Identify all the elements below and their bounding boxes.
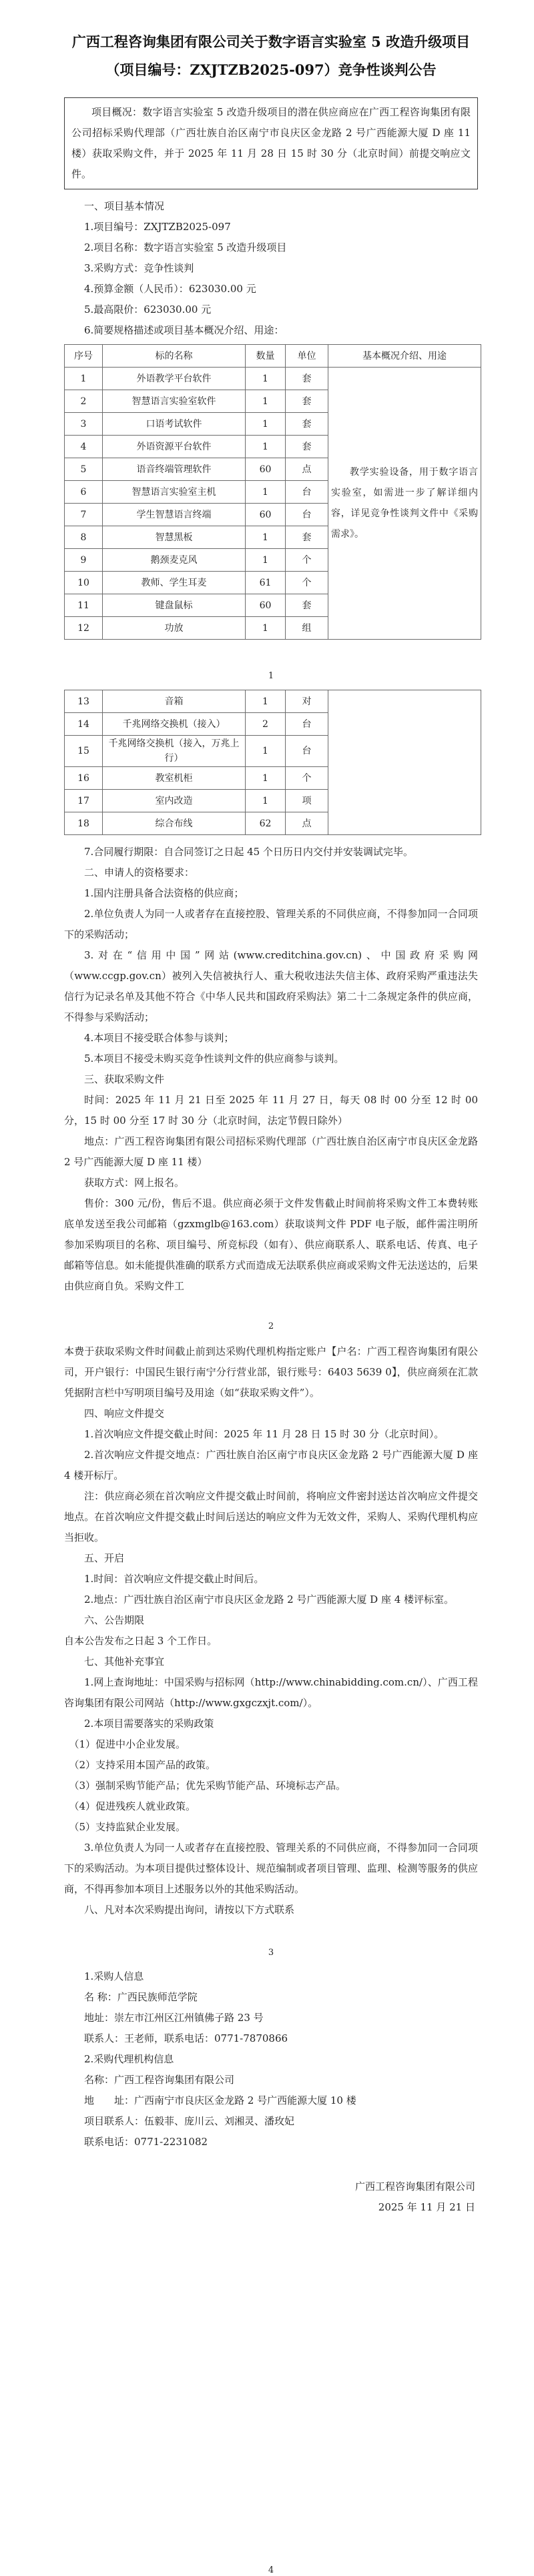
table-cell: 5 <box>65 458 103 481</box>
table-cell: 个 <box>286 767 328 790</box>
section-submission-and-policies <box>64 1341 478 1920</box>
paragraph: 6.简要规格描述或项目基本概况介绍、用途： <box>84 324 284 336</box>
table-cell: 学生智慧语言终端 <box>103 504 246 526</box>
document-title <box>64 28 478 84</box>
paragraph: 五、开启 <box>84 1552 125 1564</box>
page-number-2: 2 <box>268 1321 274 1331</box>
table-cell: 1 <box>246 736 286 767</box>
table-header-cell: 数量 <box>246 345 286 368</box>
paragraph: 1.首次响应文件提交截止时间：2025 年 11 月 28 日 15 时 30 分（北京时间）。 <box>84 1428 445 1440</box>
table-cell: 语音终端管理软件 <box>103 458 246 481</box>
table-cell: 点 <box>286 812 328 835</box>
paragraph: 2.本项目需要落实的采购政策 <box>84 1718 214 1730</box>
table-cell: 1 <box>246 526 286 549</box>
table-cell: 61 <box>246 572 286 594</box>
table-cell: 17 <box>65 790 103 812</box>
table-cell: 60 <box>246 594 286 617</box>
table-cell: 个 <box>286 549 328 572</box>
table-cell: 个 <box>286 572 328 594</box>
paragraph: 四、响应文件提交 <box>84 1407 165 1419</box>
table-merged-empty-cell <box>328 690 481 835</box>
paragraph: 5.本项目不接受未购买竞争性谈判文件的供应商参与谈判。 <box>84 1053 344 1065</box>
paragraph: （5）支持监狱企业发展。 <box>69 1821 186 1833</box>
table-cell: 项 <box>286 790 328 812</box>
section-project-basic-info <box>64 196 478 341</box>
table-cell: 6 <box>65 481 103 504</box>
table-cell: 2 <box>246 713 286 736</box>
procurement-items-table-part1 <box>64 344 481 640</box>
paragraph: 名 称：广西民族师范学院 <box>84 1991 198 2003</box>
paragraph: 一、项目基本情况 <box>84 200 165 212</box>
table-cell: 13 <box>65 690 103 713</box>
table-cell: 16 <box>65 767 103 790</box>
signature-org: 广西工程咨询集团有限公司 <box>354 2180 475 2192</box>
table-cell: 1 <box>246 790 286 812</box>
signature-block <box>64 2176 478 2218</box>
table-cell: 音箱 <box>103 690 246 713</box>
paragraph: 联系电话：0771-2231082 <box>84 2136 208 2148</box>
paragraph: 2.单位负责人为同一人或者存在直接控股、管理关系的不同供应商，不得参加同一合同项下的采购活动； <box>64 908 478 940</box>
table-cell: 综合布线 <box>103 812 246 835</box>
paragraph: 名称：广西工程咨询集团有限公司 <box>84 2074 235 2086</box>
paragraph: （1）促进中小企业发展。 <box>69 1738 186 1750</box>
table-cell: 台 <box>286 713 328 736</box>
table-cell: 鹅颈麦克风 <box>103 549 246 572</box>
page-number-1: 1 <box>268 671 274 681</box>
section-qualification-and-documents <box>64 842 478 1297</box>
table-cell: 62 <box>246 812 286 835</box>
table-cell: 60 <box>246 458 286 481</box>
table-cell: 7 <box>65 504 103 526</box>
table-cell: 功放 <box>103 617 246 640</box>
table-cell: 1 <box>65 368 103 390</box>
table-cell: 1 <box>246 617 286 640</box>
table-cell: 套 <box>286 436 328 458</box>
paragraph: 售价：300 元/份，售后不退。供应商必须于文件发售截止时间前将采购文件工本费转账底单发送至我公司邮箱（gzxmglb@163.com）获取谈判文件 PDF 电子版，邮件需注明所参加采购项目的名称、项目编号、所竞标段（如有）、供应商联系人、联系电话、传真、电子邮箱等信息。如未能提供准确的联系方式而造成无法联系供应商或采购文件无法送达的，后果由供应商自负。采购文件工 <box>64 1197 478 1292</box>
paragraph: 八、凡对本次采购提出询问，请按以下方式联系 <box>84 1904 295 1916</box>
table-cell: 外语教学平台软件 <box>103 368 246 390</box>
paragraph: 时间：2025 年 11 月 21 日至 2025 年 11 月 27 日，每天 08 时 00 分至 12 时 00 分，15 时 00 分至 17 时 30 分（北京时间，法定节假日除外） <box>64 1094 478 1127</box>
table-cell: 组 <box>286 617 328 640</box>
paragraph: 联系人：王老师，联系电话：0771-7870866 <box>84 2032 288 2044</box>
paragraph: 1.国内注册具备合法资格的供应商； <box>84 887 244 899</box>
table-cell: 外语资源平台软件 <box>103 436 246 458</box>
paragraph: 地址：崇左市江州区江州镇佛子路 23 号 <box>84 2012 264 2024</box>
table-cell: 套 <box>286 390 328 413</box>
table-cell: 智慧语言实验室软件 <box>103 390 246 413</box>
table-row <box>65 690 481 713</box>
table-header-row <box>65 345 481 368</box>
paragraph: 3.单位负责人为同一人或者存在直接控股、管理关系的不同供应商，不得参加同一合同项下的采购活动。为本项目提供过整体设计、规范编制或者项目管理、监理、检测等服务的供应商，不得再参加本项目上述服务以外的其他采购活动。 <box>64 1842 478 1895</box>
table-cell: 台 <box>286 481 328 504</box>
paragraph: 2.地点：广西壮族自治区南宁市良庆区金龙路 2 号广西能源大厦 D 座 4 楼评标室。 <box>84 1593 455 1605</box>
table-cell: 2 <box>65 390 103 413</box>
table-cell: 台 <box>286 504 328 526</box>
paragraph: 1.项目编号：ZXJTZB2025-097 <box>84 221 231 233</box>
table-cell: 1 <box>246 436 286 458</box>
paragraph: 自本公告发布之日起 3 个工作日。 <box>64 1635 218 1647</box>
table-header-cell: 序号 <box>65 345 103 368</box>
paragraph: 3.采购方式：竞争性谈判 <box>84 262 194 274</box>
paragraph: 1.网上查询地址：中国采购与招标网（http://www.chinabidding.com.cn/）、广西工程咨询集团有限公司网站（http://www.gxgczxjt.com/）。 <box>64 1676 478 1709</box>
table-cell: 18 <box>65 812 103 835</box>
table-cell: 对 <box>286 690 328 713</box>
table-cell: 智慧语言实验室主机 <box>103 481 246 504</box>
paragraph: 地点：广西工程咨询集团有限公司招标采购代理部（广西壮族自治区南宁市良庆区金龙路 2 号广西能源大厦 D 座 11 楼） <box>64 1135 478 1168</box>
paragraph: 3.对在“信用中国”网站(www.creditchina.gov.cn)、中国政府采购网（www.ccgp.gov.cn）被列入失信被执行人、重大税收违法失信主体、政府采购严重违法失信行为记录名单及其他不符合《中华人民共和国政府采购法》第二十二条规定条件的供应商，不得参与采购活动； <box>64 949 478 1023</box>
paragraph: 注：供应商必须在首次响应文件提交截止时间前，将响应文件密封送达首次响应文件提交地点。在首次响应文件提交截止时间后送达的响应文件为无效文件，采购人、采购代理机构应当拒收。 <box>64 1490 478 1543</box>
table-header-cell: 基本概况介绍、用途 <box>328 345 481 368</box>
table-cell: 1 <box>246 390 286 413</box>
table-cell: 8 <box>65 526 103 549</box>
table-cell: 点 <box>286 458 328 481</box>
table-cell: 3 <box>65 413 103 436</box>
table-cell: 60 <box>246 504 286 526</box>
section-contact-info <box>64 1966 478 2152</box>
table-merged-note-text: 教学实验设备，用于数字语言实验室，如需进一步了解详细内容，详见竞争性谈判文件中《采购需求》。 <box>331 466 478 540</box>
paragraph: 2.首次响应文件提交地点：广西壮族自治区南宁市良庆区金龙路 2 号广西能源大厦 D 座 4 楼开标厅。 <box>64 1449 478 1481</box>
document-title-line2: （项目编号：ZXJTZB2025-097）竞争性谈判公告 <box>105 61 437 78</box>
paragraph: 项目联系人：伍毅菲、庞川云、刘湘灵、潘玫妃 <box>84 2115 295 2127</box>
paragraph: 三、获取采购文件 <box>84 1073 165 1085</box>
table-cell: 千兆网络交换机（接入，万兆上行） <box>103 736 246 767</box>
table-cell: 智慧黑板 <box>103 526 246 549</box>
paragraph: 六、公告期限 <box>84 1614 145 1626</box>
project-overview-text: 项目概况：数字语言实验室 5 改造升级项目的潜在供应商应在广西工程咨询集团有限公司招标采购代理部（广西壮族自治区南宁市良庆区金龙路 2 号广西能源大厦 D 座 11 楼）获取采购文件，并于 2025 年 11 月 28 日 15 时 30 分（北京时间）前提交响应文件。 <box>71 106 471 180</box>
table-cell: 1 <box>246 767 286 790</box>
table-cell: 套 <box>286 526 328 549</box>
table-cell: 1 <box>246 690 286 713</box>
paragraph: 4.预算金额（人民币）：623030.00 元 <box>84 283 256 295</box>
table-cell: 11 <box>65 594 103 617</box>
table-header-cell: 单位 <box>286 345 328 368</box>
table-merged-note-cell <box>328 368 481 640</box>
table-cell: 套 <box>286 368 328 390</box>
table-cell: 台 <box>286 736 328 767</box>
paragraph: 地 址：广西南宁市良庆区金龙路 2 号广西能源大厦 10 楼 <box>84 2094 356 2106</box>
paragraph: 七、其他补充事宜 <box>84 1656 165 1668</box>
paragraph: 7.合同履行期限：自合同签订之日起 45 个日历日内交付并安装调试完毕。 <box>84 846 413 858</box>
table-cell: 1 <box>246 549 286 572</box>
paragraph: 2.项目名称：数字语言实验室 5 改造升级项目 <box>84 241 287 253</box>
table-header-cell: 标的名称 <box>103 345 246 368</box>
table-cell: 4 <box>65 436 103 458</box>
table-cell: 教师、学生耳麦 <box>103 572 246 594</box>
signature-date: 2025 年 11 月 21 日 <box>378 2201 475 2213</box>
page-number-3: 3 <box>268 1948 274 1958</box>
table-cell: 1 <box>246 481 286 504</box>
paragraph: 1.时间：首次响应文件提交截止时间后。 <box>84 1573 264 1585</box>
project-overview-box <box>64 97 478 189</box>
paragraph: 4.本项目不接受联合体参与谈判； <box>84 1032 234 1044</box>
procurement-items-table-part2 <box>64 690 481 835</box>
paragraph: 本费于获取采购文件时间截止前到达采购代理机构指定账户【户名：广西工程咨询集团有限公司，开户银行：中国民生银行南宁分行营业部，银行账号：6403 5639 0】，供应商须在汇款凭据附言栏中写明项目编号及用途（如“获取采购文件”）。 <box>64 1345 478 1399</box>
table-cell: 口语考试软件 <box>103 413 246 436</box>
paragraph: 1.采购人信息 <box>84 1970 144 1982</box>
paragraph: 二、申请人的资格要求： <box>84 866 195 878</box>
table-cell: 15 <box>65 736 103 767</box>
paragraph: 2.采购代理机构信息 <box>84 2053 174 2065</box>
table-cell: 千兆网络交换机（接入） <box>103 713 246 736</box>
table-cell: 套 <box>286 413 328 436</box>
table-cell: 9 <box>65 549 103 572</box>
table-cell: 12 <box>65 617 103 640</box>
table-cell: 10 <box>65 572 103 594</box>
table-cell: 套 <box>286 594 328 617</box>
table-cell: 1 <box>246 413 286 436</box>
paragraph: （2）支持采用本国产品的政策。 <box>69 1759 216 1771</box>
table-cell: 1 <box>246 368 286 390</box>
table-cell: 14 <box>65 713 103 736</box>
table-cell: 教室机柜 <box>103 767 246 790</box>
table-row <box>65 368 481 390</box>
table-cell: 键盘鼠标 <box>103 594 246 617</box>
page-number-4: 4 <box>268 2565 274 2575</box>
table-cell: 室内改造 <box>103 790 246 812</box>
paragraph: （4）促进残疾人就业政策。 <box>69 1800 196 1812</box>
document-title-line1: 广西工程咨询集团有限公司关于数字语言实验室 5 改造升级项目 <box>71 33 471 50</box>
paragraph: 5.最高限价：623030.00 元 <box>84 303 212 315</box>
paragraph: （3）强制采购节能产品；优先采购节能产品、环境标志产品。 <box>69 1780 346 1792</box>
paragraph: 获取方式：网上报名。 <box>84 1177 185 1189</box>
